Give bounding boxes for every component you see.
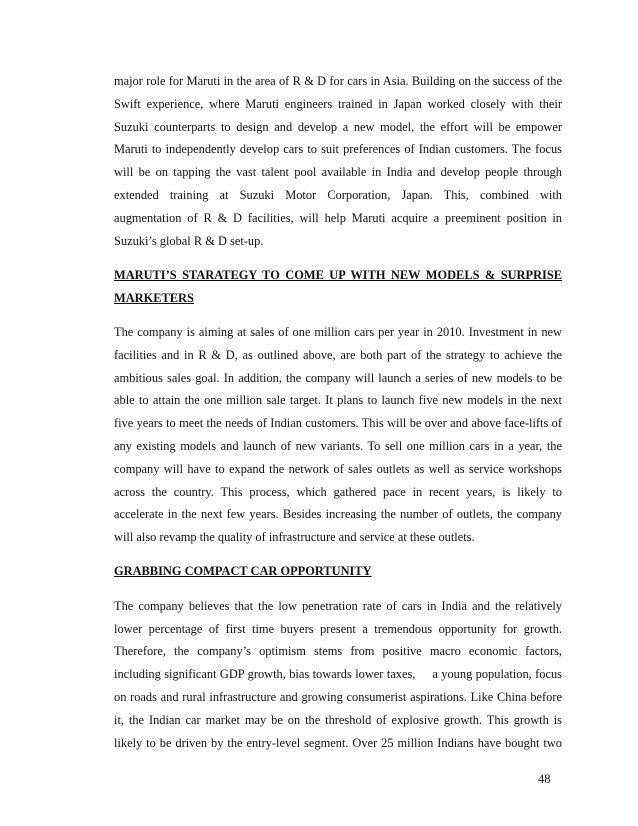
- text-line: will also revamp the quality of infrastructure and service at these outlets.: [114, 530, 475, 545]
- text-line: able to attain the one million sale target. It plans to launch five new models in the next: [114, 393, 562, 408]
- text-line: Suzuki counterparts to design and develop a new model, the effort will be empower: [114, 119, 562, 134]
- section-heading-strategy: [114, 264, 562, 310]
- text-line: extended training at Suzuki Motor Corporation, Japan. This, combined with: [114, 187, 562, 202]
- text-line: across the country. This process, which gathered pace in recent years, is likely to: [114, 484, 562, 499]
- heading-line: GRABBING COMPACT CAR OPPORTUNITY: [114, 564, 372, 579]
- spacer: [114, 252, 562, 264]
- text-line: company will have to expand the network of sales outlets as well as service workshops: [114, 461, 562, 476]
- paragraph-sales-strategy: [114, 321, 562, 549]
- text-line: including significant GDP growth, bias towards lower taxes, a young population, focus: [114, 667, 562, 682]
- text-line: any existing models and launch of new variants. To sell one million cars in a year, the: [114, 438, 562, 453]
- text-line: likely to be driven by the entry-level segment. Over 25 million Indians have bought two: [114, 735, 562, 750]
- heading-line: MARUTI’S STARATEGY TO COME UP WITH NEW MODELS & SURPRISE: [114, 267, 562, 282]
- spacer: [114, 549, 562, 561]
- text-line: Therefore, the company’s optimism stems from positive macro economic factors,: [114, 644, 562, 659]
- text-line: facilities and in R & D, as outlined above, are both part of the strategy to achieve the: [114, 347, 562, 362]
- text-line: lower percentage of first time buyers present a tremendous opportunity for growth.: [114, 621, 562, 636]
- text-line: The company is aiming at sales of one million cars per year in 2010. Investment in new: [114, 324, 562, 339]
- text-line: Maruti to independently develop cars to suit preferences of Indian customers. The focus: [114, 142, 562, 157]
- text-line: ambitious sales goal. In addition, the company will launch a series of new models to be: [114, 370, 562, 385]
- text-line: accelerate in the next few years. Besides increasing the number of outlets, the company: [114, 507, 562, 522]
- text-line: Suzuki’s global R & D set-up.: [114, 233, 264, 248]
- text-line: five years to meet the needs of Indian customers. This will be over and above face-lifts of: [114, 416, 562, 431]
- heading-line: MARKETERS: [114, 290, 194, 305]
- spacer: [114, 309, 562, 321]
- paragraph-compact-car: [114, 595, 562, 755]
- text-line: The company believes that the low penetration rate of cars in India and the relatively: [114, 598, 562, 613]
- page-content: [114, 70, 562, 754]
- text-line: major role for Maruti in the area of R & D for cars in Asia. Building on the success of the: [114, 74, 562, 88]
- page-number: 48: [538, 772, 551, 786]
- spacer: [114, 583, 562, 595]
- text-line: augmentation of R & D facilities, will help Maruti acquire a preeminent position in: [114, 210, 562, 225]
- text-line: Swift experience, where Maruti engineers trained in Japan worked closely with their: [114, 96, 562, 111]
- paragraph-rnd-role: [114, 70, 562, 252]
- text-line: on roads and rural infrastructure and growing consumerist aspirations. Like China before: [114, 689, 562, 704]
- section-heading-compact-car: [114, 560, 562, 583]
- text-line: will be on tapping the vast talent pool available in India and develop people through: [114, 165, 562, 180]
- text-line: it, the Indian car market may be on the threshold of explosive growth. This growth is: [114, 712, 562, 727]
